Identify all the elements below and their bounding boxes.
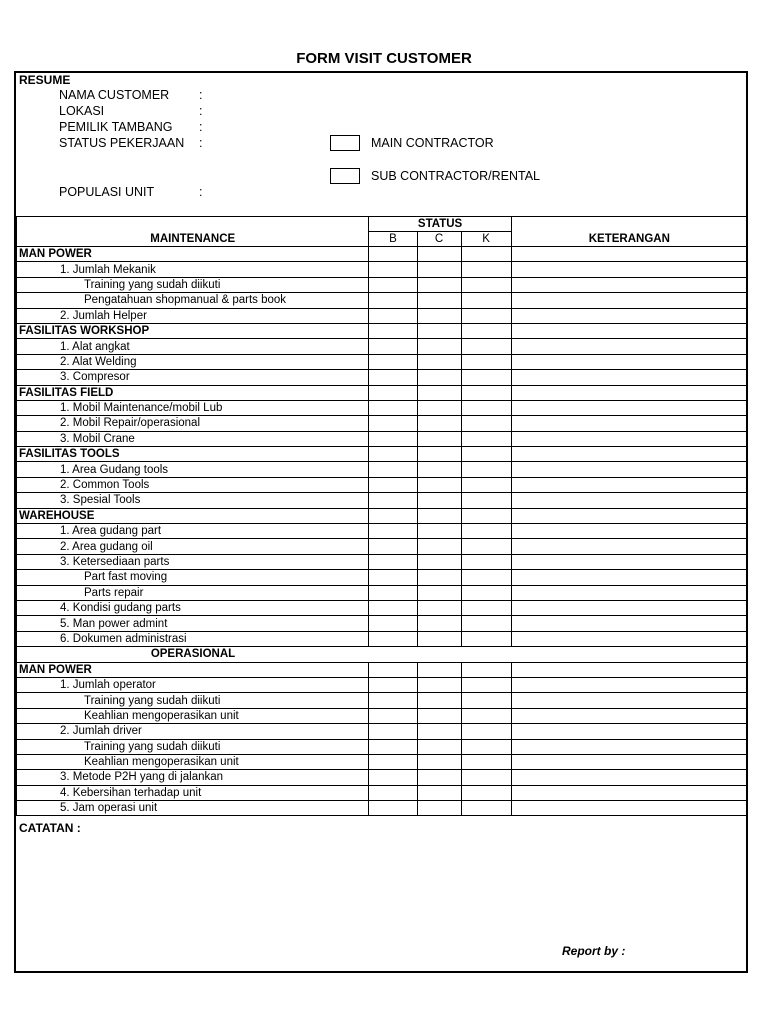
table-row xyxy=(17,770,748,785)
field-nama-customer[interactable] xyxy=(59,88,203,102)
status-k-cell[interactable] xyxy=(461,416,511,431)
status-k-cell[interactable] xyxy=(461,524,511,539)
status-b-cell[interactable] xyxy=(369,631,417,646)
status-k-cell[interactable] xyxy=(461,600,511,615)
field-colon: : xyxy=(199,88,203,102)
row-label: 3. Ketersediaan parts xyxy=(17,554,369,569)
row-label: Keahlian mengoperasikan unit xyxy=(17,708,369,723)
status-c-cell[interactable] xyxy=(417,801,461,816)
table-row xyxy=(17,616,748,631)
status-b-cell[interactable] xyxy=(369,400,417,415)
form-frame xyxy=(14,71,748,973)
row-label: 3. Spesial Tools xyxy=(17,493,369,508)
status-b-cell[interactable] xyxy=(369,754,417,769)
row-label: 2. Common Tools xyxy=(17,477,369,492)
row-label: 1. Jumlah operator xyxy=(17,677,369,692)
keterangan-cell[interactable] xyxy=(511,662,747,677)
status-k-cell[interactable] xyxy=(461,308,511,323)
table-row xyxy=(17,585,748,600)
row-label: MAN POWER xyxy=(17,247,369,262)
row-label: Pengatahuan shopmanual & parts book xyxy=(17,293,369,308)
keterangan-cell[interactable] xyxy=(511,508,747,523)
row-label: 5. Man power admint xyxy=(17,616,369,631)
keterangan-cell[interactable] xyxy=(511,570,747,585)
status-b-cell[interactable] xyxy=(369,616,417,631)
row-label: 3. Metode P2H yang di jalankan xyxy=(17,770,369,785)
status-c-cell[interactable] xyxy=(417,600,461,615)
status-c-cell[interactable] xyxy=(417,662,461,677)
keterangan-cell[interactable] xyxy=(511,385,747,400)
status-b-cell[interactable] xyxy=(369,323,417,338)
status-k-cell[interactable] xyxy=(461,323,511,338)
field-label: STATUS PEKERJAAN xyxy=(59,136,185,150)
header-status-c: C xyxy=(417,232,461,247)
status-k-cell[interactable] xyxy=(461,462,511,477)
keterangan-cell[interactable] xyxy=(511,554,747,569)
status-k-cell[interactable] xyxy=(461,554,511,569)
status-k-cell[interactable] xyxy=(461,585,511,600)
table-row xyxy=(17,370,748,385)
keterangan-cell[interactable] xyxy=(511,493,747,508)
status-k-cell[interactable] xyxy=(461,570,511,585)
field-label: POPULASI UNIT xyxy=(59,185,155,199)
table-row xyxy=(17,647,748,662)
status-b-cell[interactable] xyxy=(369,462,417,477)
table-row xyxy=(17,739,748,754)
status-c-cell[interactable] xyxy=(417,508,461,523)
row-label: 5. Jam operasi unit xyxy=(17,801,369,816)
status-b-cell[interactable] xyxy=(369,693,417,708)
status-b-cell[interactable] xyxy=(369,570,417,585)
header-status-k: K xyxy=(461,232,511,247)
header-maintenance: MAINTENANCE xyxy=(17,217,369,247)
row-label: MAN POWER xyxy=(17,662,369,677)
keterangan-cell[interactable] xyxy=(511,339,747,354)
status-b-cell[interactable] xyxy=(369,262,417,277)
status-b-cell[interactable] xyxy=(369,385,417,400)
table-row xyxy=(17,493,748,508)
keterangan-cell[interactable] xyxy=(511,739,747,754)
status-c-cell[interactable] xyxy=(417,308,461,323)
field-label: LOKASI xyxy=(59,104,105,118)
keterangan-cell[interactable] xyxy=(511,462,747,477)
keterangan-cell[interactable] xyxy=(511,524,747,539)
keterangan-cell[interactable] xyxy=(511,754,747,769)
keterangan-cell[interactable] xyxy=(511,308,747,323)
table-row xyxy=(17,400,748,415)
table-row xyxy=(17,477,748,492)
status-c-cell[interactable] xyxy=(417,385,461,400)
status-b-cell[interactable] xyxy=(369,308,417,323)
status-k-cell[interactable] xyxy=(461,508,511,523)
status-b-cell[interactable] xyxy=(369,662,417,677)
table-row xyxy=(17,385,748,400)
field-populasi-unit[interactable] xyxy=(59,185,203,199)
status-c-cell[interactable] xyxy=(417,770,461,785)
keterangan-cell[interactable] xyxy=(511,323,747,338)
status-c-cell[interactable] xyxy=(417,524,461,539)
table-row xyxy=(17,416,748,431)
status-b-cell[interactable] xyxy=(369,416,417,431)
status-k-cell[interactable] xyxy=(461,262,511,277)
row-label: Training yang sudah diikuti xyxy=(17,277,369,292)
header-status-b: B xyxy=(369,232,417,247)
status-b-cell[interactable] xyxy=(369,370,417,385)
field-label: NAMA CUSTOMER xyxy=(59,88,170,102)
main-contractor-checkbox[interactable] xyxy=(330,135,360,151)
table-row xyxy=(17,339,748,354)
row-label: 2. Jumlah Helper xyxy=(17,308,369,323)
status-b-cell[interactable] xyxy=(369,539,417,554)
row-label: OPERASIONAL xyxy=(17,647,369,662)
status-c-cell[interactable] xyxy=(417,754,461,769)
status-k-cell[interactable] xyxy=(461,677,511,692)
row-label: 1. Area Gudang tools xyxy=(17,462,369,477)
row-label: 1. Area gudang part xyxy=(17,524,369,539)
row-label: 3. Mobil Crane xyxy=(17,431,369,446)
row-label: Training yang sudah diikuti xyxy=(17,739,369,754)
keterangan-cell[interactable] xyxy=(511,477,747,492)
keterangan-cell[interactable] xyxy=(511,585,747,600)
status-c-cell[interactable] xyxy=(417,323,461,338)
keterangan-cell[interactable] xyxy=(511,631,747,646)
table-row xyxy=(17,247,748,262)
table-row xyxy=(17,785,748,800)
keterangan-cell[interactable] xyxy=(511,447,747,462)
table-row xyxy=(17,708,748,723)
table-row xyxy=(17,539,748,554)
status-c-cell[interactable] xyxy=(417,677,461,692)
status-c-cell[interactable] xyxy=(417,477,461,492)
status-k-cell[interactable] xyxy=(461,370,511,385)
row-label: 4. Kebersihan terhadap unit xyxy=(17,785,369,800)
keterangan-cell[interactable] xyxy=(511,370,747,385)
status-k-cell[interactable] xyxy=(461,339,511,354)
status-c-cell[interactable] xyxy=(417,277,461,292)
row-label: Parts repair xyxy=(17,585,369,600)
status-c-cell[interactable] xyxy=(417,693,461,708)
table-row xyxy=(17,631,748,646)
row-label: Training yang sudah diikuti xyxy=(17,693,369,708)
row-label: 6. Dokumen administrasi xyxy=(17,631,369,646)
status-k-cell[interactable] xyxy=(461,616,511,631)
status-c-cell[interactable] xyxy=(417,416,461,431)
table-row xyxy=(17,524,748,539)
status-b-cell[interactable] xyxy=(369,677,417,692)
table-row xyxy=(17,508,748,523)
keterangan-cell[interactable] xyxy=(511,400,747,415)
field-colon: : xyxy=(199,185,203,199)
header-keterangan: KETERANGAN xyxy=(511,217,747,247)
status-b-cell[interactable] xyxy=(369,600,417,615)
keterangan-cell[interactable] xyxy=(511,262,747,277)
row-label: 2. Area gudang oil xyxy=(17,539,369,554)
status-b-cell[interactable] xyxy=(369,524,417,539)
status-k-cell[interactable] xyxy=(461,801,511,816)
status-k-cell[interactable] xyxy=(461,277,511,292)
status-b-cell[interactable] xyxy=(369,724,417,739)
status-c-cell[interactable] xyxy=(417,708,461,723)
keterangan-cell[interactable] xyxy=(511,801,747,816)
status-c-cell[interactable] xyxy=(417,354,461,369)
row-label: 1. Alat angkat xyxy=(17,339,369,354)
status-c-cell[interactable] xyxy=(417,262,461,277)
field-pemilik-tambang[interactable] xyxy=(59,120,203,134)
field-status-pekerjaan xyxy=(59,136,203,150)
status-b-cell[interactable] xyxy=(369,801,417,816)
table-row xyxy=(17,308,748,323)
catatan-label: CATATAN : xyxy=(19,821,81,835)
status-k-cell[interactable] xyxy=(461,754,511,769)
row-label: 2. Alat Welding xyxy=(17,354,369,369)
keterangan-cell[interactable] xyxy=(511,724,747,739)
status-c-cell[interactable] xyxy=(417,247,461,262)
status-k-cell[interactable] xyxy=(461,770,511,785)
status-c-cell[interactable] xyxy=(417,724,461,739)
table-row xyxy=(17,801,748,816)
table-row xyxy=(17,693,748,708)
row-label: 2. Jumlah driver xyxy=(17,724,369,739)
status-b-cell[interactable] xyxy=(369,477,417,492)
row-label: WAREHOUSE xyxy=(17,508,369,523)
table-row xyxy=(17,554,748,569)
status-b-cell[interactable] xyxy=(369,447,417,462)
keterangan-cell[interactable] xyxy=(511,693,747,708)
status-b-cell[interactable] xyxy=(369,508,417,523)
status-b-cell[interactable] xyxy=(369,708,417,723)
row-label: 4. Kondisi gudang parts xyxy=(17,600,369,615)
header-status: STATUS xyxy=(369,217,511,232)
form-title: FORM VISIT CUSTOMER xyxy=(296,50,472,67)
table-row xyxy=(17,447,748,462)
sub-contractor-checkbox[interactable] xyxy=(330,168,360,184)
status-c-cell[interactable] xyxy=(417,739,461,754)
sub-contractor-label: SUB CONTRACTOR/RENTAL xyxy=(371,169,541,183)
table-row xyxy=(17,277,748,292)
table-row xyxy=(17,677,748,692)
status-c-cell[interactable] xyxy=(417,293,461,308)
field-label: PEMILIK TAMBANG xyxy=(59,120,173,134)
table-row xyxy=(17,600,748,615)
table-row xyxy=(17,293,748,308)
report-by-label: Report by : xyxy=(562,944,626,958)
keterangan-cell[interactable] xyxy=(511,600,747,615)
keterangan-cell[interactable] xyxy=(511,616,747,631)
keterangan-cell[interactable] xyxy=(511,770,747,785)
status-k-cell[interactable] xyxy=(461,247,511,262)
status-c-cell[interactable] xyxy=(417,554,461,569)
status-b-cell[interactable] xyxy=(369,739,417,754)
status-c-cell[interactable] xyxy=(417,370,461,385)
field-colon: : xyxy=(199,136,203,150)
row-label: 2. Mobil Repair/operasional xyxy=(17,416,369,431)
row-label: FASILITAS FIELD xyxy=(17,385,369,400)
status-k-cell[interactable] xyxy=(461,693,511,708)
table-row xyxy=(17,323,748,338)
keterangan-cell[interactable] xyxy=(511,277,747,292)
status-c-cell[interactable] xyxy=(417,616,461,631)
status-b-cell[interactable] xyxy=(369,354,417,369)
table-row xyxy=(17,431,748,446)
status-k-cell[interactable] xyxy=(461,400,511,415)
row-label: 3. Compresor xyxy=(17,370,369,385)
row-label: Part fast moving xyxy=(17,570,369,585)
keterangan-cell[interactable] xyxy=(511,247,747,262)
row-label: Keahlian mengoperasikan unit xyxy=(17,754,369,769)
status-k-cell[interactable] xyxy=(461,662,511,677)
table-row xyxy=(17,462,748,477)
keterangan-cell[interactable] xyxy=(511,677,747,692)
status-b-cell[interactable] xyxy=(369,277,417,292)
table-row xyxy=(17,570,748,585)
status-b-cell[interactable] xyxy=(369,785,417,800)
keterangan-cell[interactable] xyxy=(511,785,747,800)
resume-section xyxy=(16,73,746,216)
status-k-cell[interactable] xyxy=(461,293,511,308)
status-k-cell[interactable] xyxy=(461,785,511,800)
status-b-cell[interactable] xyxy=(369,431,417,446)
keterangan-cell[interactable] xyxy=(511,416,747,431)
status-c-cell[interactable] xyxy=(417,785,461,800)
status-k-cell[interactable] xyxy=(461,539,511,554)
field-colon: : xyxy=(199,104,203,118)
status-c-cell[interactable] xyxy=(417,539,461,554)
status-c-cell[interactable] xyxy=(417,447,461,462)
table-row xyxy=(17,724,748,739)
status-c-cell[interactable] xyxy=(417,493,461,508)
maintenance-table xyxy=(16,216,748,816)
keterangan-cell[interactable] xyxy=(511,708,747,723)
table-row xyxy=(17,354,748,369)
keterangan-cell[interactable] xyxy=(511,539,747,554)
status-k-cell[interactable] xyxy=(461,724,511,739)
field-lokasi[interactable] xyxy=(59,104,203,118)
table-row xyxy=(17,754,748,769)
status-c-cell[interactable] xyxy=(417,462,461,477)
status-k-cell[interactable] xyxy=(461,354,511,369)
row-label: 1. Jumlah Mekanik xyxy=(17,262,369,277)
status-k-cell[interactable] xyxy=(461,385,511,400)
keterangan-cell[interactable] xyxy=(511,293,747,308)
status-c-cell[interactable] xyxy=(417,631,461,646)
status-b-cell[interactable] xyxy=(369,585,417,600)
status-c-cell[interactable] xyxy=(417,339,461,354)
row-label: 1. Mobil Maintenance/mobil Lub xyxy=(17,400,369,415)
status-k-cell[interactable] xyxy=(461,739,511,754)
table-row xyxy=(17,662,748,677)
table-row xyxy=(17,262,748,277)
status-k-cell[interactable] xyxy=(461,708,511,723)
row-empty xyxy=(369,647,748,662)
status-k-cell[interactable] xyxy=(461,493,511,508)
main-contractor-label: MAIN CONTRACTOR xyxy=(371,136,494,150)
status-b-cell[interactable] xyxy=(369,770,417,785)
status-b-cell[interactable] xyxy=(369,554,417,569)
status-k-cell[interactable] xyxy=(461,477,511,492)
status-b-cell[interactable] xyxy=(369,493,417,508)
status-c-cell[interactable] xyxy=(417,585,461,600)
resume-heading: RESUME xyxy=(19,73,71,87)
status-b-cell[interactable] xyxy=(369,247,417,262)
status-k-cell[interactable] xyxy=(461,447,511,462)
table-header-row xyxy=(17,217,748,232)
row-label: FASILITAS TOOLS xyxy=(17,447,369,462)
status-b-cell[interactable] xyxy=(369,339,417,354)
row-label: FASILITAS WORKSHOP xyxy=(17,323,369,338)
keterangan-cell[interactable] xyxy=(511,354,747,369)
status-k-cell[interactable] xyxy=(461,631,511,646)
field-colon: : xyxy=(199,120,203,134)
keterangan-cell[interactable] xyxy=(511,431,747,446)
status-c-cell[interactable] xyxy=(417,400,461,415)
status-c-cell[interactable] xyxy=(417,570,461,585)
status-c-cell[interactable] xyxy=(417,431,461,446)
status-k-cell[interactable] xyxy=(461,431,511,446)
status-b-cell[interactable] xyxy=(369,293,417,308)
